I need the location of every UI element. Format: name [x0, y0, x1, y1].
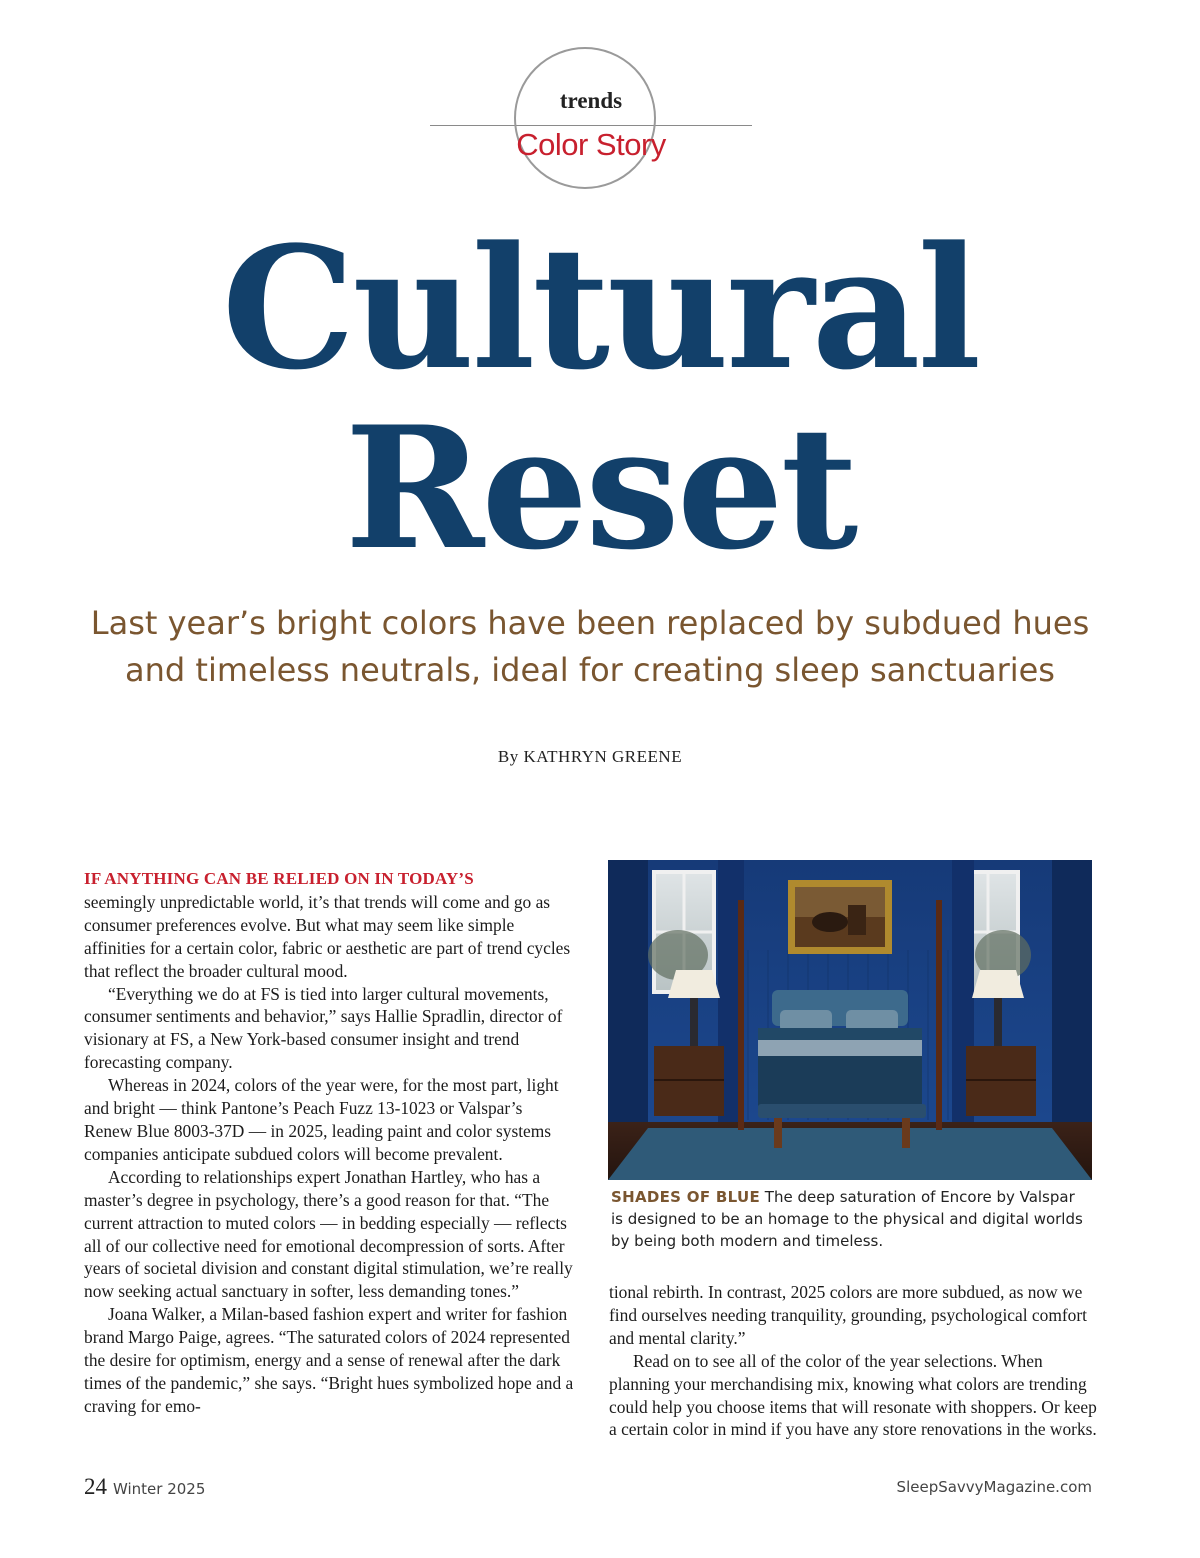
byline: By KATHRYN GREENE — [497, 747, 683, 766]
paragraph-6: tional rebirth. In contrast, 2025 colors are more subdued, as now we find ourselves needing tranquility, grounding, psychological comfort and mental clarity.” — [609, 1282, 1087, 1348]
paragraph-2: “Everything we do at FS is tied into larger cultural movements, consumer sentiments and behavior,” says Hallie Spradlin, director of visionary at FS, a New York-based consumer insight and trend forecasting company. — [84, 983, 563, 1073]
paragraph-3: Whereas in 2024, colors of the year were, for the most part, light and bright — think Pantone’s Peach Fuzz 13-1023 or Valspar’s Renew Blue 8003-37D — in 2025, leading paint and color systems companies anticipate subdued colors will become prevalent. — [84, 1075, 559, 1164]
badge-circle — [514, 47, 656, 189]
issue-label: Winter 2025 — [113, 1480, 206, 1498]
bedroom-illustration — [608, 860, 1092, 1180]
paragraph-7: Read on to see all of the color of the year selections. When planning your merchandising mix, knowing what colors are trending could help you choose items that will resonate with shoppers. Or keep a certain color in mind if you have any store renovations in the works. — [609, 1350, 1097, 1440]
paragraph-1 — [84, 867, 574, 983]
body-column-left — [84, 867, 574, 1418]
dek: Last year’s bright colors have been replaced by subdued hues and timeless neutrals, ideal for creating sleep sanctuaries — [90, 604, 1090, 689]
headline-line-2: Reset — [344, 389, 856, 587]
photo-caption — [611, 1186, 1091, 1252]
body-column-right — [609, 1281, 1099, 1441]
subsection-label: Color Story — [516, 127, 666, 162]
section-label: trends — [559, 88, 623, 113]
section-badge — [0, 0, 1200, 200]
bedroom-photo — [608, 860, 1092, 1180]
paragraph-4: According to relationships expert Jonathan Hartley, who has a master’s degree in psychology, there’s a good reason for that. “The current attraction to muted colors — in bedding especially — reflects all of our collective need for emotional decompression of sorts. After years of societal division and constant digital stimulation, we’re really now seeking actual sanctuary in softer, less demanding tones.” — [84, 1166, 573, 1302]
caption-text: The deep saturation of Encore by Valspar is designed to be an homage to the physical and digital worlds by being both modern and timeless. — [611, 1188, 1083, 1250]
page-number: 24 — [84, 1474, 107, 1499]
paragraph-1-text: seemingly unpredictable world, it’s that trends will come and go as consumer preferences evolve. But what may seem like simple affinities for a certain color, fabric or aesthetic are part of trend cycles that reflect the broader cultural mood. — [84, 891, 571, 981]
website-label: SleepSavvyMagazine.com — [896, 1478, 1092, 1496]
paragraph-5: Joana Walker, a Milan-based fashion expert and writer for fashion brand Margo Paige, agrees. “The saturated colors of 2024 represented the desire for optimism, energy and a sense of renewal after the dark times of the pandemic,” she says. “Bright hues symbolized hope and a craving for emo- — [84, 1304, 574, 1416]
folio — [84, 1474, 205, 1500]
headline-line-1: Cultural — [221, 209, 979, 407]
caption-head: SHADES OF BLUE — [611, 1188, 760, 1206]
lead-in: IF ANYTHING CAN BE RELIED ON IN TODAY’S — [84, 869, 474, 888]
